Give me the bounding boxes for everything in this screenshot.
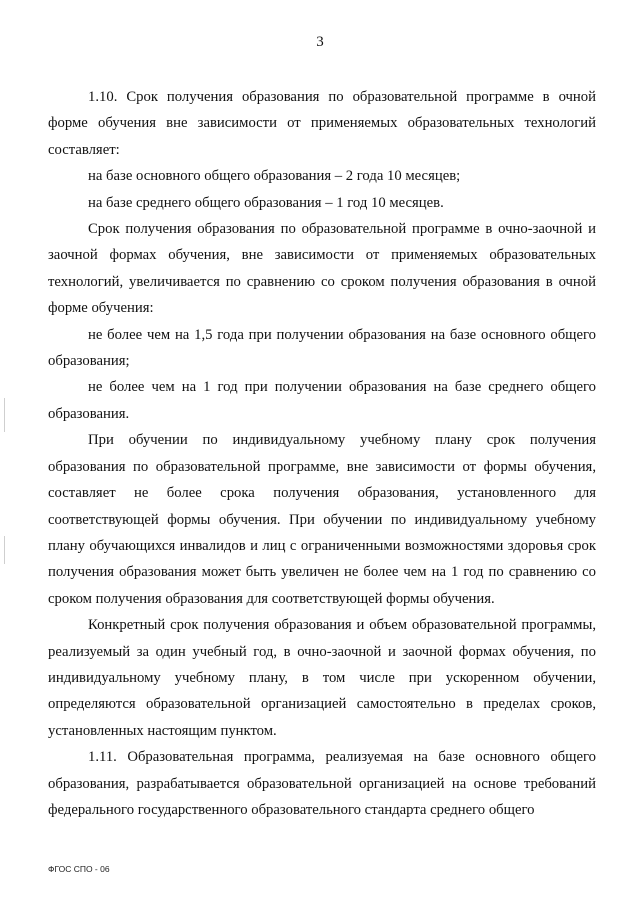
paragraph-part-time-basic: не более чем на 1,5 года при получении образования на базе основного общего образования;	[48, 326, 596, 370]
paragraph-part-time-term: Срок получения образования по образовательной программе в очно-заочной и заочной формах обучения, вне зависимости от применяемых образовательных технологий, увеличивается по сравнению со сроком получения образования в очной форме обучения:	[48, 221, 596, 317]
page-number: 3	[316, 34, 324, 50]
paragraph-individual-plan: При обучении по индивидуальному учебному плану срок получения образования по образовательной программе, вне зависимости от формы обучения, составляет не более срока получения образования, установленного для соответствующей формы обучения. При обучении по индивидуальному учебному плану обучающихся инвалидов и лиц с ограниченными возможностями здоровья срок получения образования может быть увеличен не более чем на 1 год по сравнению со сроком получения образования для соответствующей формы обучения.	[48, 432, 596, 607]
paragraph-part-time-secondary: не более чем на 1 год при получении образования на базе среднего общего образования.	[48, 379, 596, 422]
paragraph-basic-general-term: на базе основного общего образования – 2 года 10 месяцев;	[88, 168, 461, 185]
scan-edge-mark	[4, 536, 5, 564]
document-body	[48, 84, 596, 823]
paragraph-specific-term: Конкретный срок получения образования и объем образовательной программы, реализуемый за один учебный год, в очно-заочной и заочной формах обучения, по индивидуальному учебному плану, в том числе при ускоренном обучении, определяются образовательной организацией самостоятельно в пределах сроков, установленных настоящим пунктом.	[48, 617, 596, 739]
paragraph-1-11: 1.11. Образовательная программа, реализуемая на базе основного общего образования, разрабатывается образовательной организацией на основе требований федерального государственного образовательного стандарта среднего общего	[48, 749, 596, 818]
paragraph-secondary-general-term: на базе среднего общего образования – 1 год 10 месяцев.	[88, 194, 444, 211]
footer-code: ФГОС СПО - 06	[48, 864, 110, 874]
paragraph-1-10-intro: 1.10. Срок получения образования по образовательной программе в очной форме обучения вне зависимости от применяемых образовательных технологий составляет:	[48, 89, 596, 158]
scan-edge-mark	[4, 398, 5, 432]
